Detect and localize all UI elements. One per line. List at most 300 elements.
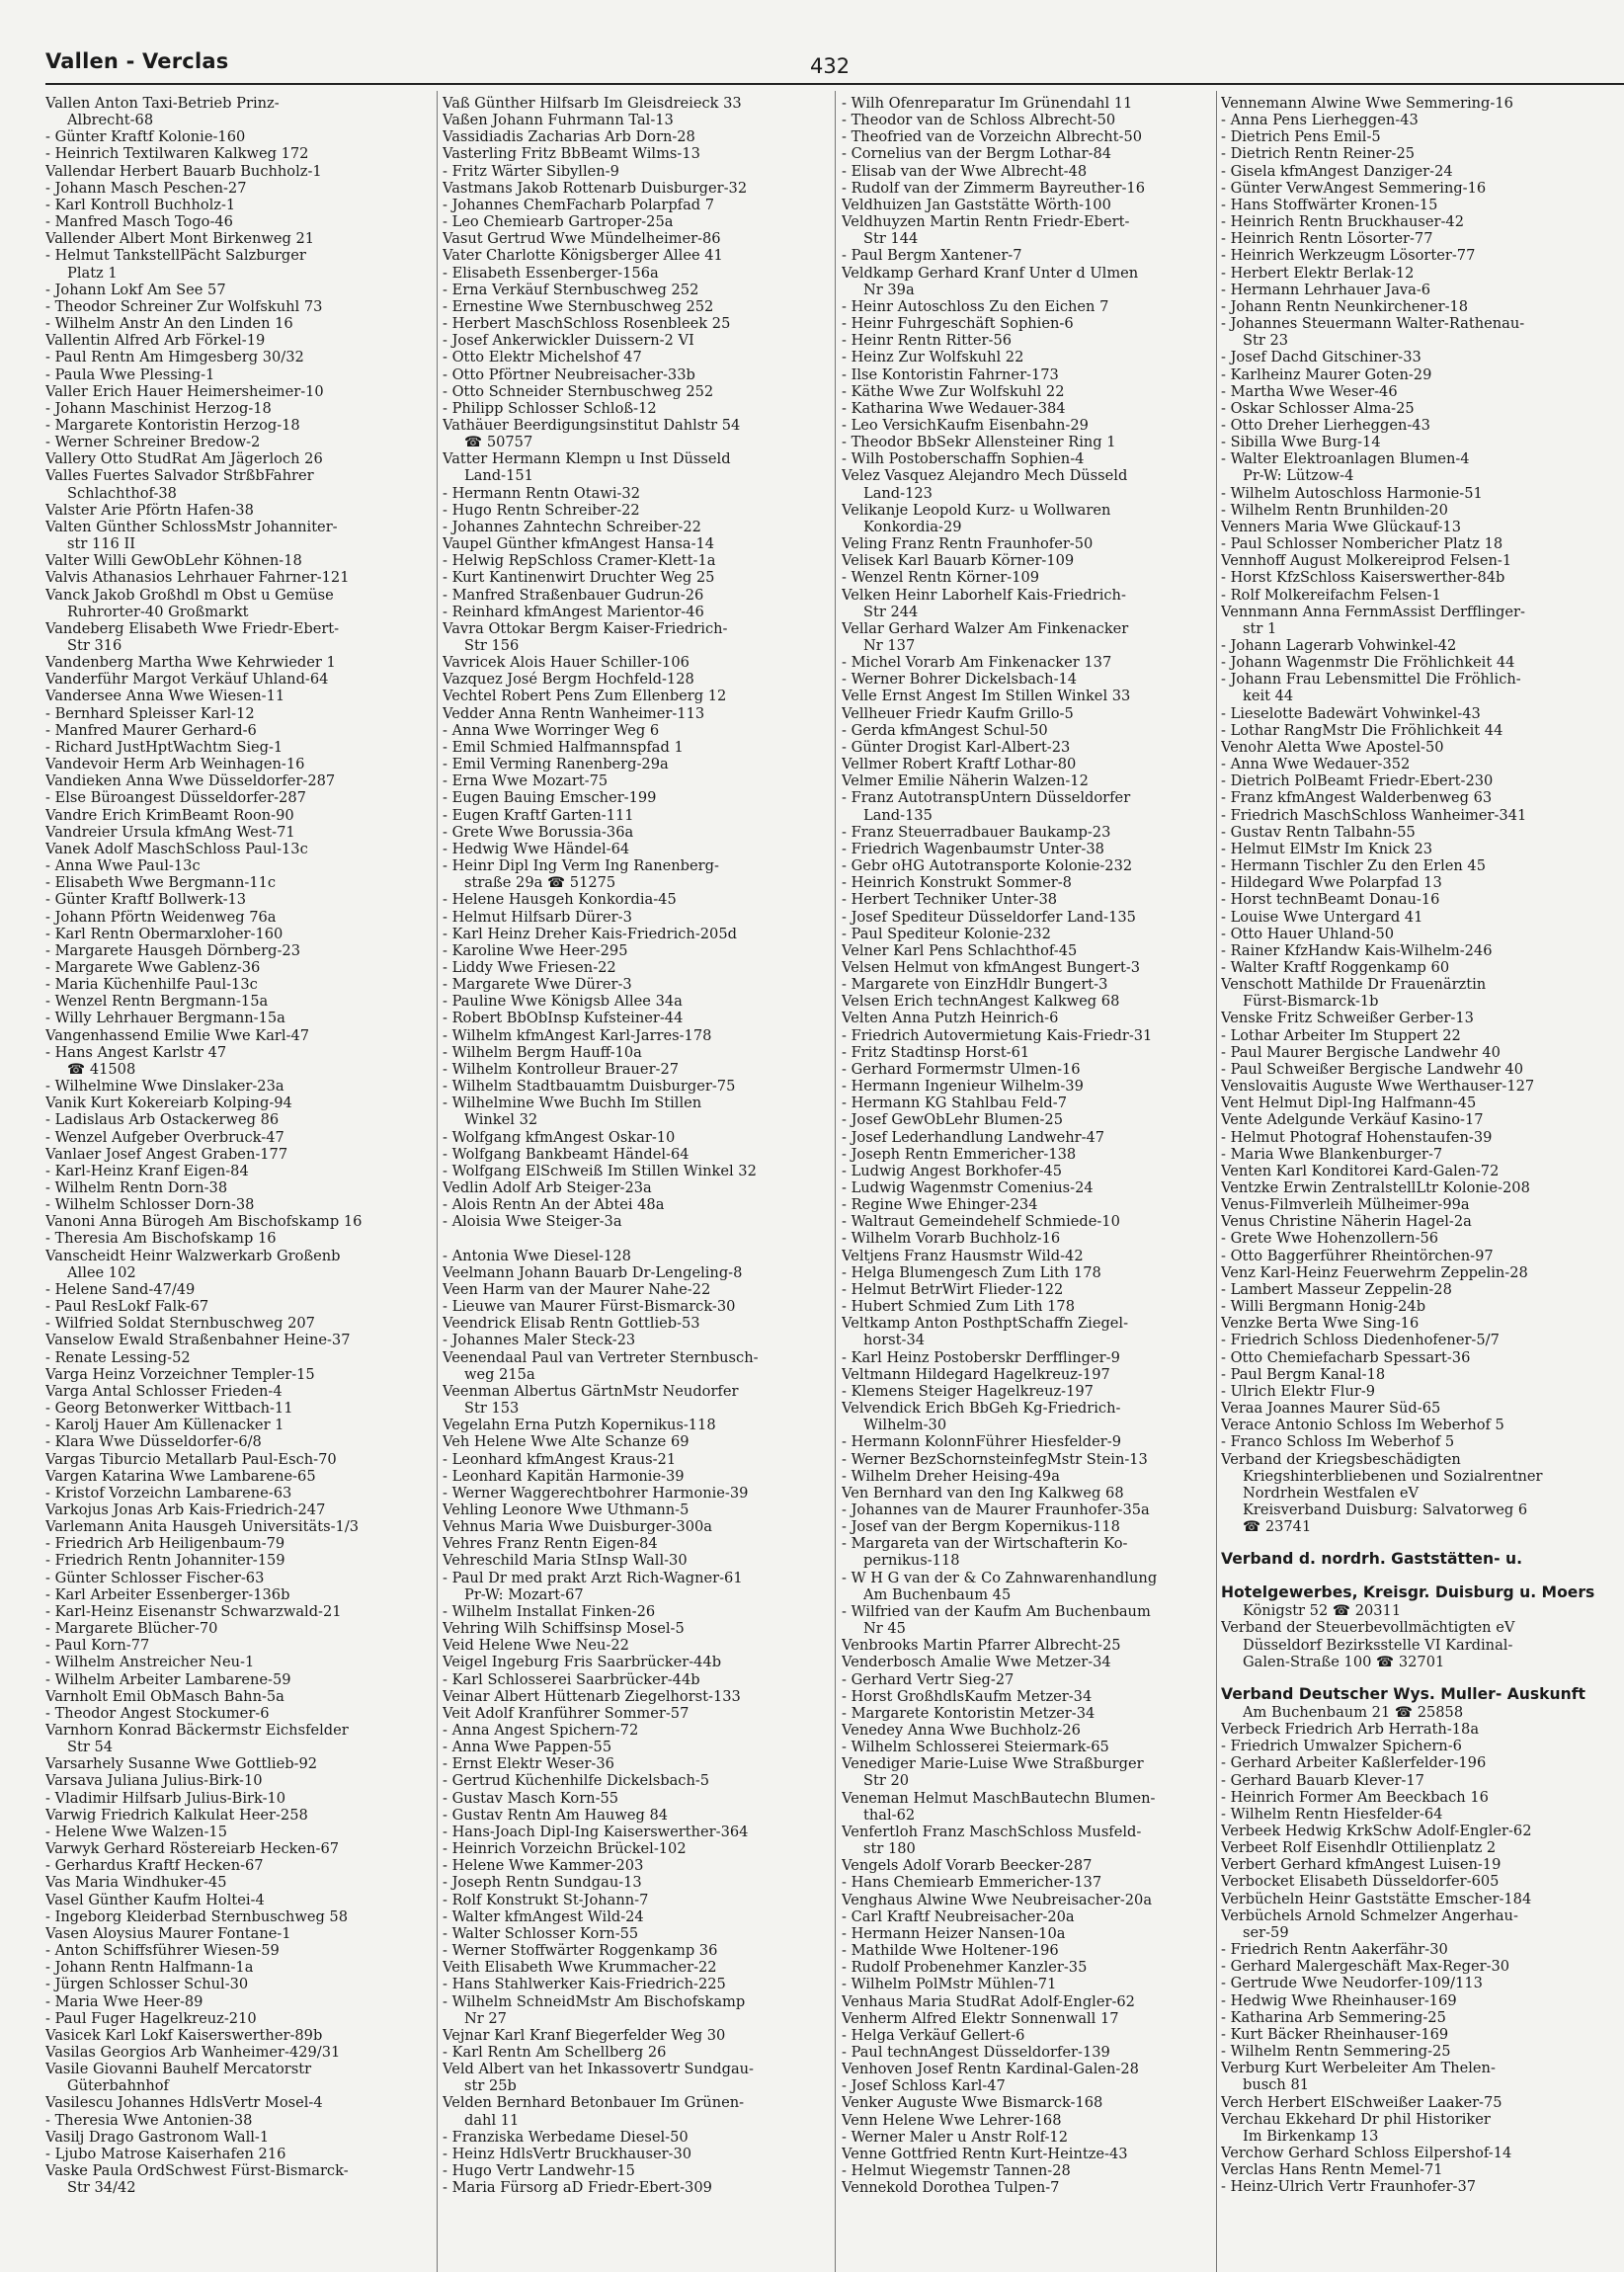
directory-entry: Vangenhassend Emilie Wwe Karl-47: [45, 1026, 310, 1044]
directory-entry: Vellheuer Friedr Kaufm Grillo-5: [842, 704, 1074, 722]
directory-entry: Str 244: [863, 603, 919, 620]
directory-entry: Vasilj Drago Gastronom Wall-1: [45, 2128, 270, 2146]
directory-entry: Vas Maria Windhuker-45: [45, 1874, 227, 1892]
column-divider: [437, 91, 438, 2272]
directory-entry: - Theodor BbSekr Allensteiner Ring 1: [842, 434, 1116, 451]
directory-entry: Vanderführ Margot Verkäuf Uhland-64: [45, 671, 329, 689]
directory-entry: - Hermann Heizer Nansen-10a: [842, 1924, 1066, 1942]
directory-entry: Vennemann Alwine Wwe Semmering-16: [1221, 95, 1513, 112]
directory-entry: Vennekold Dorothea Tulpen-7: [842, 2179, 1060, 2197]
directory-entry: - Eugen Bauing Emscher-199: [443, 789, 657, 807]
directory-entry: busch 81: [1243, 2076, 1310, 2094]
directory-entry: Vehling Leonore Wwe Uthmann-5: [443, 1501, 690, 1518]
directory-entry: Varnholt Emil ObMasch Bahn-5a: [45, 1687, 284, 1705]
directory-entry: - Friedrich Wagenbaumstr Unter-38: [842, 840, 1104, 857]
directory-entry: Winkel 32: [464, 1111, 538, 1129]
directory-entry: Vehnus Maria Wwe Duisburger-300a: [443, 1518, 712, 1536]
directory-entry: - Paul Schlosser Nombericher Platz 18: [1221, 535, 1503, 553]
directory-entry: - Margarete Kontoristin Herzog-18: [45, 416, 300, 434]
directory-entry: - W H G van der & Co Zahnwarenhandlung: [842, 1569, 1158, 1586]
directory-entry: - Heinr Dipl Ing Verm Ing Ranenberg-: [443, 857, 719, 875]
directory-entry: - Heinrich Vorzeichn Brückel-102: [443, 1840, 687, 1858]
directory-entry: - Hugo Rentn Schreiber-22: [443, 501, 640, 519]
directory-entry: Platz 1: [67, 264, 118, 282]
directory-entry: - Friedrich Rentn Aakerfähr-30: [1221, 1941, 1448, 1959]
directory-entry: - Franz kfmAngest Walderbenweg 63: [1221, 789, 1493, 807]
directory-entry: - Käthe Wwe Zur Wolfskuhl 22: [842, 382, 1065, 400]
directory-entry: Veh Helene Wwe Alte Schanze 69: [443, 1433, 690, 1451]
directory-entry: Varwyk Gerhard Röstereiarb Hecken-67: [45, 1840, 340, 1858]
directory-entry: - Heinrich Rentn Bruckhauser-42: [1221, 213, 1464, 231]
directory-entry: Vavra Ottokar Bergm Kaiser-Friedrich-: [443, 619, 728, 637]
directory-entry: Vehring Wilh Schiffsinsp Mosel-5: [443, 1620, 685, 1638]
directory-entry: - Heinz HdlsVertr Bruckhauser-30: [443, 2145, 692, 2162]
directory-entry: - Maria Wwe Blankenburger-7: [1221, 1145, 1443, 1163]
directory-entry: Konkordia-29: [863, 518, 962, 535]
directory-entry: - Gebr oHG Autotransporte Kolonie-232: [842, 857, 1133, 875]
directory-entry: Düsseldorf Bezirksstelle VI Kardinal-: [1243, 1636, 1513, 1654]
directory-entry: Vandreier Ursula kfmAng West-71: [45, 823, 295, 841]
directory-entry: str 180: [863, 1840, 916, 1858]
directory-entry: - Gerhard Malergeschäft Max-Reger-30: [1221, 1958, 1510, 1976]
directory-entry: - Herbert Elektr Berlak-12: [1221, 264, 1415, 282]
directory-entry: - Grete Wwe Borussia-36a: [443, 823, 634, 841]
directory-entry: Str 20: [863, 1772, 910, 1790]
directory-entry: Vellar Gerhard Walzer Am Finkenacker: [842, 619, 1129, 637]
directory-entry: - Johannes Zahntechn Schreiber-22: [443, 518, 701, 535]
directory-entry: Vegelahn Erna Putzh Kopernikus-118: [443, 1417, 716, 1434]
directory-entry: - Manfred Maurer Gerhard-6: [45, 721, 257, 739]
directory-entry: - Elisabeth Wwe Bergmann-11c: [45, 874, 277, 892]
directory-entry: Verace Antonio Schloss Im Weberhof 5: [1221, 1417, 1504, 1434]
directory-entry: Nr 137: [863, 637, 916, 654]
directory-entry: Venbrooks Martin Pfarrer Albrecht-25: [842, 1637, 1121, 1655]
directory-entry: - Wilhelmine Wwe Dinslaker-23a: [45, 1078, 284, 1095]
directory-entry: Vandersee Anna Wwe Wiesen-11: [45, 688, 285, 705]
directory-entry: Ruhrorter-40 Großmarkt: [67, 603, 249, 620]
directory-entry: Vaßen Johann Fuhrmann Tal-13: [443, 112, 674, 129]
directory-entry: Hotelgewerbes, Kreisgr. Duisburg u. Moers: [1221, 1583, 1595, 1602]
directory-entry: - Heinz-Ulrich Vertr Fraunhofer-37: [1221, 2178, 1477, 2196]
directory-entry: Vasilas Georgios Arb Wanheimer-429/31: [45, 2043, 341, 2061]
directory-entry: Valster Arie Pförtn Hafen-38: [45, 501, 254, 519]
directory-entry: - Johann Lagerarb Vohwinkel-42: [1221, 637, 1457, 654]
directory-entry: Vastmans Jakob Rottenarb Duisburger-32: [443, 179, 748, 197]
directory-entry: - Helene Sand-47/49: [45, 1280, 196, 1298]
directory-entry: Velsen Helmut von kfmAngest Bungert-3: [842, 958, 1141, 976]
directory-entry: Velden Bernhard Betonbauer Im Grünen-: [443, 2094, 745, 2112]
directory-entry: - Rolf Molkereifachm Felsen-1: [1221, 586, 1441, 604]
directory-entry: - Oskar Schlosser Alma-25: [1221, 399, 1415, 417]
directory-entry: - Margarete Hausgeh Dörnberg-23: [45, 941, 300, 959]
directory-entry: - Johann Maschinist Herzog-18: [45, 399, 272, 417]
directory-entry: - Else Büroangest Düsseldorfer-287: [45, 789, 306, 807]
directory-entry: - Wilhelm Vorarb Buchholz-16: [842, 1230, 1061, 1248]
directory-entry: Veraa Joannes Maurer Süd-65: [1221, 1400, 1441, 1418]
directory-entry: Vargen Katarina Wwe Lambarene-65: [45, 1467, 316, 1485]
directory-entry: Vasel Günther Kaufm Holtei-4: [45, 1891, 265, 1908]
directory-entry: Velikanje Leopold Kurz- u Wollwaren: [842, 501, 1111, 519]
directory-entry: Venderbosch Amalie Wwe Metzer-34: [842, 1654, 1111, 1671]
directory-entry: - Sibilla Wwe Burg-14: [1221, 434, 1381, 451]
directory-entry: - Hans Angest Karlstr 47: [45, 1043, 227, 1061]
directory-entry: - Friedrich Umwalzer Spichern-6: [1221, 1738, 1462, 1755]
directory-entry: Velle Ernst Angest Im Stillen Winkel 33: [842, 688, 1131, 705]
directory-entry: Verband der Steuerbevollmächtigten eV: [1221, 1619, 1515, 1637]
directory-entry: - Wilhelm Anstr An den Linden 16: [45, 315, 293, 333]
directory-entry: keit 44: [1243, 688, 1294, 705]
directory-entry: - Günter Kraftf Kolonie-160: [45, 128, 246, 146]
directory-entry: - Hermann Ingenieur Wilhelm-39: [842, 1078, 1084, 1095]
directory-entry: Varsava Juliana Julius-Birk-10: [45, 1772, 263, 1790]
directory-entry: - Heinr Rentn Ritter-56: [842, 332, 1013, 350]
directory-entry: - Wenzel Rentn Körner-109: [842, 569, 1040, 587]
directory-column-1: [45, 95, 431, 2264]
directory-entry: Vasile Giovanni Bauhelf Mercatorstr: [45, 2061, 312, 2078]
directory-entry: Verchau Ekkehard Dr phil Historiker: [1221, 2110, 1491, 2128]
directory-entry: - Michel Vorarb Am Finkenacker 137: [842, 654, 1112, 672]
directory-entry: - Werner Waggerechtbohrer Harmonie-39: [443, 1484, 749, 1501]
directory-entry: Vaß Günther Hilfsarb Im Gleisdreieck 33: [443, 95, 742, 112]
directory-entry: Venhaus Maria StudRat Adolf-Engler-62: [842, 1992, 1135, 2010]
directory-entry: Vanselow Ewald Straßenbahner Heine-37: [45, 1332, 351, 1349]
directory-entry: Velten Anna Putzh Heinrich-6: [842, 1010, 1059, 1027]
directory-entry: - Theofried van de Vorzeichn Albrecht-50: [842, 128, 1143, 146]
directory-entry: - Paul ResLokf Falk-67: [45, 1298, 209, 1316]
directory-entry: - Gertrude Wwe Neudorfer-109/113: [1221, 1975, 1483, 1992]
directory-entry: - Kristof Vorzeichn Lambarene-63: [45, 1484, 292, 1501]
directory-entry: Veen Harm van der Maurer Nahe-22: [443, 1280, 711, 1298]
directory-entry: Veldkamp Gerhard Kranf Unter d Ulmen: [842, 264, 1139, 282]
directory-entry: - Dietrich Pens Emil-5: [1221, 128, 1381, 146]
directory-entry: ☎ 50757: [464, 434, 533, 451]
directory-entry: - Maria Wwe Heer-89: [45, 1992, 203, 2010]
directory-entry: - Wilhelm Rentn Dorn-38: [45, 1179, 228, 1196]
directory-entry: Verburg Kurt Werbeleiter Am Thelen-: [1221, 2060, 1496, 2077]
directory-entry: - Johannes ChemFacharb Polarpfad 7: [443, 196, 715, 213]
directory-entry: - Margarete Kontoristin Metzer-34: [842, 1704, 1096, 1722]
directory-entry: Vedder Anna Rentn Wanheimer-113: [443, 704, 705, 722]
directory-entry: - Fritz Stadtinsp Horst-61: [842, 1043, 1030, 1061]
directory-entry: Venne Gottfried Rentn Kurt-Heintze-43: [842, 2145, 1128, 2162]
directory-entry: Verch Herbert ElSchweißer Laaker-75: [1221, 2093, 1502, 2111]
directory-entry: - Johann Frau Lebensmittel Die Fröhlich-: [1221, 671, 1521, 689]
directory-entry: - Margarete Wwe Gablenz-36: [45, 958, 261, 976]
directory-entry: - Johann Lokf Am See 57: [45, 281, 226, 298]
directory-entry: Str 23: [1243, 332, 1289, 350]
directory-entry: - Günter Schlosser Fischer-63: [45, 1569, 265, 1586]
directory-entry: Vanek Adolf MaschSchloss Paul-13c: [45, 840, 308, 857]
directory-entry: Valvis Athanasios Lehrhauer Fahrner-121: [45, 569, 350, 587]
directory-entry: Vallender Albert Mont Birkenweg 21: [45, 230, 315, 248]
directory-entry: - Theodor Angest Stockumer-6: [45, 1704, 270, 1722]
directory-entry: Venker Auguste Wwe Bismarck-168: [842, 2094, 1103, 2112]
directory-entry: - Friedrich Schloss Diedenhofener-5/7: [1221, 1332, 1500, 1349]
directory-entry: - Wilhelm Rentn Semmering-25: [1221, 2043, 1451, 2061]
directory-entry: - Rudolf van der Zimmerm Bayreuther-16: [842, 179, 1146, 197]
directory-entry: Vanik Kurt Kokereiarb Kolping-94: [45, 1095, 292, 1112]
directory-entry: Im Birkenkamp 13: [1243, 2127, 1379, 2145]
directory-entry: - Paul Fuger Hagelkreuz-210: [45, 2009, 257, 2027]
directory-entry: Varga Antal Schlosser Frieden-4: [45, 1382, 283, 1400]
directory-entry: - Günter Kraftf Bollwerk-13: [45, 891, 247, 909]
directory-entry: thal-62: [863, 1806, 916, 1824]
directory-entry: Veenman Albertus GärtnMstr Neudorfer: [443, 1382, 739, 1400]
directory-entry: - Gustav Rentn Talbahn-55: [1221, 823, 1416, 841]
directory-entry: Güterbahnhof: [67, 2077, 169, 2095]
directory-entry: - Werner Bohrer Dickelsbach-14: [842, 671, 1078, 689]
directory-entry: - Leo Chemiearb Gartroper-25a: [443, 213, 674, 231]
directory-entry: - Karl Rentn Am Schellberg 26: [443, 2043, 667, 2061]
directory-entry: - Wilhelm PolMstr Mühlen-71: [842, 1976, 1057, 1993]
directory-entry: Valler Erich Hauer Heimersheimer-10: [45, 382, 324, 400]
directory-entry: Vanck Jakob Großhdl m Obst u Gemüse: [45, 586, 334, 604]
directory-entry: - Anna Wwe Wedauer-352: [1221, 756, 1411, 773]
directory-entry: - Paul Rentn Am Himgesberg 30/32: [45, 349, 304, 366]
directory-entry: - Wilhelm SchneidMstr Am Bischofskamp: [443, 1992, 746, 2010]
directory-entry: - Otto Elektr Michelshof 47: [443, 349, 642, 366]
directory-entry: - Hedwig Wwe Rheinhauser-169: [1221, 1991, 1457, 2009]
directory-column-2: [443, 95, 828, 2264]
directory-entry: Veling Franz Rentn Fraunhofer-50: [842, 535, 1094, 553]
directory-entry: Vennhoff August Molkereiprod Felsen-1: [1221, 552, 1512, 570]
directory-entry: - Maria Küchenhilfe Paul-13c: [45, 976, 258, 994]
directory-entry: Valles Fuertes Salvador StrßbFahrer: [45, 467, 314, 485]
directory-column-3: [842, 95, 1215, 2264]
directory-entry: Vasterling Fritz BbBeamt Wilms-13: [443, 145, 700, 163]
directory-entry: - Elisab van der Wwe Albrecht-48: [842, 162, 1088, 180]
directory-entry: - Josef Dachd Gitschiner-33: [1221, 349, 1421, 366]
directory-entry: Vandeberg Elisabeth Wwe Friedr-Ebert-: [45, 619, 340, 637]
directory-entry: - Horst technBeamt Donau-16: [1221, 891, 1440, 909]
directory-entry: - Wilhelm Dreher Heising-49a: [842, 1467, 1060, 1485]
directory-entry: Velner Karl Pens Schlachthof-45: [842, 941, 1078, 959]
directory-entry: - Helmut ElMstr Im Knick 23: [1221, 840, 1433, 857]
directory-entry: - Wilhelm Kontrolleur Brauer-27: [443, 1060, 680, 1078]
directory-entry: - Ernst Elektr Weser-36: [443, 1755, 614, 1773]
directory-entry: - Paul Schweißer Bergische Landwehr 40: [1221, 1060, 1524, 1078]
directory-column-4: [1221, 95, 1620, 2264]
directory-entry: - Liddy Wwe Friesen-22: [443, 958, 616, 976]
directory-entry: - Helmut TankstellPächt Salzburger: [45, 247, 306, 265]
directory-entry: - Wilhelm Rentn Hiesfelder-64: [1221, 1805, 1443, 1823]
directory-entry: - Wilhelm Rentn Brunhilden-20: [1221, 501, 1448, 519]
directory-entry: Vargas Tiburcio Metallarb Paul-Esch-70: [45, 1450, 337, 1468]
directory-entry: - Hubert Schmied Zum Lith 178: [842, 1298, 1075, 1316]
directory-entry: - Werner Schreiner Bredow-2: [45, 434, 261, 451]
directory-entry: - Franz Steuerradbauer Baukamp-23: [842, 823, 1111, 841]
directory-entry: Vandevoir Herm Arb Weinhagen-16: [45, 756, 305, 773]
directory-entry: Varsarhely Susanne Wwe Gottlieb-92: [45, 1755, 318, 1773]
directory-entry: Pr-W: Mozart-67: [464, 1585, 584, 1603]
directory-entry: - Wilhelm Schlosser Dorn-38: [45, 1196, 255, 1214]
directory-entry: - Emil Verming Ranenberg-29a: [443, 756, 669, 773]
directory-entry: - Helene Hausgeh Konkordia-45: [443, 891, 677, 909]
directory-entry: Velvendick Erich BbGeh Kg-Friedrich-: [842, 1400, 1121, 1418]
directory-entry: Verbücheln Heinr Gaststätte Emscher-184: [1221, 1890, 1532, 1907]
directory-entry: str 116 II: [67, 535, 135, 553]
directory-entry: - Anna Pens Lierheggen-43: [1221, 112, 1419, 129]
directory-entry: Verbeck Friedrich Arb Herrath-18a: [1221, 1721, 1480, 1739]
directory-entry: - Helga Blumengesch Zum Lith 178: [842, 1263, 1101, 1281]
directory-entry: - Cornelius van der Bergm Lothar-84: [842, 145, 1112, 163]
directory-entry: Veit Adolf Kranführer Sommer-57: [443, 1704, 690, 1722]
directory-entry: Vehres Franz Rentn Eigen-84: [443, 1535, 658, 1553]
directory-entry: Velsen Erich technAngest Kalkweg 68: [842, 993, 1120, 1011]
directory-entry: - Hans Stoffwärter Kronen-15: [1221, 196, 1438, 213]
directory-entry: - Pauline Wwe Königsb Allee 34a: [443, 993, 683, 1011]
directory-entry: - Ludwig Angest Borkhofer-45: [842, 1162, 1063, 1179]
directory-entry: - Heinrich Werkzeugm Lösorter-77: [1221, 247, 1476, 265]
directory-entry: Vennmann Anna FernmAssist Derfflinger-: [1221, 603, 1525, 620]
directory-entry: - Wilhelm Installat Finken-26: [443, 1602, 656, 1620]
directory-entry: - Margarete Wwe Dürer-3: [443, 976, 632, 994]
directory-entry: - Ludwig Wagenmstr Comenius-24: [842, 1179, 1094, 1196]
directory-entry: - Wilhelm Autoschloss Harmonie-51: [1221, 484, 1483, 502]
directory-entry: straße 29a ☎ 51275: [464, 874, 616, 892]
directory-entry: - Josef van der Bergm Kopernikus-118: [842, 1518, 1120, 1536]
directory-entry: - Hermann KG Stahlbau Feld-7: [842, 1095, 1067, 1112]
directory-entry: - Walter Kraftf Roggenkamp 60: [1221, 958, 1450, 976]
directory-entry: - Joseph Rentn Sundgau-13: [443, 1874, 642, 1892]
directory-entry: - Franz AutotranspUntern Düsseldorfer: [842, 789, 1131, 807]
directory-entry: - Hans-Joach Dipl-Ing Kaiserswerther-364: [443, 1823, 749, 1840]
directory-entry: - Werner Stoffwärter Roggenkamp 36: [443, 1942, 718, 1960]
directory-entry: Vallery Otto StudRat Am Jägerloch 26: [45, 450, 323, 468]
directory-entry: Albrecht-68: [67, 112, 154, 129]
directory-entry: - Hedwig Wwe Händel-64: [443, 840, 630, 857]
directory-entry: - Lieselotte Badewärt Vohwinkel-43: [1221, 704, 1481, 722]
directory-entry: - Günter Drogist Karl-Albert-23: [842, 738, 1071, 756]
directory-entry: - Maria Fürsorg aD Friedr-Ebert-309: [443, 2179, 712, 2197]
directory-entry: Veldhuizen Jan Gaststätte Wörth-100: [842, 196, 1111, 213]
directory-entry: - Josef Lederhandlung Landwehr-47: [842, 1128, 1105, 1146]
directory-entry: - Theodor Schreiner Zur Wolfskuhl 73: [45, 297, 323, 315]
directory-entry: Vasen Aloysius Maurer Fontane-1: [45, 1924, 291, 1942]
directory-entry: - Heinrich Textilwaren Kalkweg 172: [45, 145, 309, 163]
directory-entry: - Alois Rentn An der Abtei 48a: [443, 1196, 665, 1214]
directory-entry: Str 316: [67, 637, 122, 654]
directory-entry: Land-135: [863, 806, 933, 824]
directory-entry: - Erna Verkäuf Sternbuschweg 252: [443, 281, 699, 298]
directory-entry: Verbeek Hedwig KrkSchw Adolf-Engler-62: [1221, 1823, 1532, 1839]
directory-entry: Vanlaer Josef Angest Graben-177: [45, 1145, 288, 1163]
directory-entry: - Werner BezSchornsteinfegMstr Stein-13: [842, 1450, 1148, 1468]
directory-entry: - Anna Wwe Worringer Weg 6: [443, 721, 660, 739]
directory-entry: - Karl-Heinz Kranf Eigen-84: [45, 1162, 249, 1179]
directory-entry: - Johannes Steuermann Walter-Rathenau-: [1221, 315, 1525, 333]
directory-entry: - Wilhelm Bergm Hauff-10a: [443, 1043, 642, 1061]
directory-entry: - Regine Wwe Ehinger-234: [842, 1196, 1038, 1214]
directory-entry: Am Buchenbaum 45: [863, 1585, 1012, 1603]
directory-entry: - Rainer KfzHandw Kais-Wilhelm-246: [1221, 941, 1493, 959]
directory-entry: - Ljubo Matrose Kaiserhafen 216: [45, 2145, 286, 2162]
directory-entry: - Leonhard Kapitän Harmonie-39: [443, 1467, 685, 1485]
directory-entry: Vassidiadis Zacharias Arb Dorn-28: [443, 128, 695, 146]
directory-entry: Ventzke Erwin ZentralstellLtr Kolonie-208: [1221, 1179, 1530, 1196]
directory-entry: - Fritz Wärter Sibyllen-9: [443, 162, 619, 180]
directory-entry: - Horst KfzSchloss Kaiserswerther-84b: [1221, 569, 1505, 587]
directory-entry: - Eugen Kraftf Garten-111: [443, 806, 634, 824]
directory-entry: Vent Helmut Dipl-Ing Halfmann-45: [1221, 1095, 1477, 1112]
directory-entry: - Johannes Maler Steck-23: [443, 1332, 636, 1349]
directory-entry: Vehreschild Maria StInsp Wall-30: [443, 1552, 688, 1570]
directory-entry: Am Buchenbaum 21 ☎ 25858: [1243, 1703, 1464, 1721]
directory-entry: - Günter VerwAngest Semmering-16: [1221, 179, 1487, 197]
directory-entry: - Paul technAngest Düsseldorfer-139: [842, 2043, 1110, 2061]
directory-entry: Vazquez José Bergm Hochfeld-128: [443, 671, 694, 689]
directory-entry: - Paula Wwe Plessing-1: [45, 365, 215, 383]
directory-entry: - Friedrich Autovermietung Kais-Friedr-31: [842, 1026, 1153, 1044]
directory-entry: - Johann Pförtn Weidenweg 76a: [45, 908, 277, 926]
directory-entry: - Karl Heinz Dreher Kais-Friedrich-205d: [443, 925, 737, 942]
directory-entry: - Helwig RepSchloss Cramer-Klett-1a: [443, 552, 716, 570]
directory-entry: Venus-Filmverleih Mülheimer-99a: [1221, 1196, 1470, 1214]
directory-entry: Verchow Gerhard Schloss Eilpershof-14: [1221, 2144, 1512, 2161]
directory-entry: - Heinrich Konstrukt Sommer-8: [842, 874, 1072, 892]
directory-entry: Venhoven Josef Rentn Kardinal-Galen-28: [842, 2061, 1139, 2078]
directory-entry: - Mathilde Wwe Holtener-196: [842, 1942, 1059, 1960]
directory-entry: Vandenberg Martha Wwe Kehrwieder 1: [45, 654, 336, 672]
directory-entry: - Gerhard Formermstr Ulmen-16: [842, 1060, 1081, 1078]
directory-entry: - Otto Pförtner Neubreisacher-33b: [443, 365, 695, 383]
directory-entry: - Paul Bergm Xantener-7: [842, 247, 1022, 265]
directory-entry: Verband Deutscher Wys. Muller- Auskunft: [1221, 1684, 1585, 1703]
directory-entry: - Hans Stahlwerker Kais-Friedrich-225: [443, 1976, 726, 1993]
directory-entry: - Gerhardus Kraftf Hecken-67: [45, 1857, 264, 1875]
directory-entry: - Bernhard Spleisser Karl-12: [45, 704, 255, 722]
directory-entry: - Karl Kontroll Buchholz-1: [45, 196, 236, 213]
directory-entry: - Jürgen Schlosser Schul-30: [45, 1976, 249, 1993]
directory-entry: - Paul Spediteur Kolonie-232: [842, 925, 1051, 942]
directory-entry: - Heinr Fuhrgeschäft Sophien-6: [842, 315, 1074, 333]
directory-entry: Vandieken Anna Wwe Düsseldorfer-287: [45, 772, 336, 790]
directory-entry: - Gerhard Vertr Sieg-27: [842, 1670, 1015, 1688]
directory-entry: Venslovaitis Auguste Wwe Werthauser-127: [1221, 1078, 1535, 1095]
directory-entry: - Karl Schlosserei Saarbrücker-44b: [443, 1670, 700, 1688]
directory-entry: - Herbert Techniker Unter-38: [842, 891, 1058, 909]
directory-entry: Vanscheidt Heinr Walzwerkarb Großenb: [45, 1247, 341, 1264]
directory-entry: weg 215a: [464, 1365, 535, 1383]
directory-entry: - Willi Bergmann Honig-24b: [1221, 1298, 1426, 1316]
directory-entry: - Heinrich Rentn Lösorter-77: [1221, 230, 1433, 248]
directory-entry: - Friedrich Rentn Johanniter-159: [45, 1552, 285, 1570]
directory-entry: Vedlin Adolf Arb Steiger-23a: [443, 1179, 652, 1196]
directory-entry: - Gerhard Arbeiter Kaßlerfelder-196: [1221, 1754, 1487, 1772]
directory-entry: - Theresia Wwe Antonien-38: [45, 2111, 253, 2129]
directory-entry: Venske Fritz Schweißer Gerber-13: [1221, 1010, 1474, 1027]
directory-entry: - Carl Kraftf Neubreisacher-20a: [842, 1907, 1075, 1925]
directory-entry: - Georg Betonwerker Wittbach-11: [45, 1400, 293, 1418]
directory-entry: - Heinrich Former Am Beeckbach 16: [1221, 1788, 1489, 1806]
directory-entry: - Helmut Wiegemstr Tannen-28: [842, 2162, 1071, 2180]
directory-entry: - Elisabeth Essenberger-156a: [443, 264, 659, 282]
directory-entry: Galen-Straße 100 ☎ 32701: [1243, 1653, 1445, 1670]
directory-entry: Valten Günther SchlossMstr Johanniter-: [45, 518, 338, 535]
directory-entry: Veigel Ingeburg Fris Saarbrücker-44b: [443, 1654, 722, 1671]
directory-entry: pernikus-118: [863, 1552, 960, 1570]
directory-entry: - Margareta van der Wirtschafterin Ko-: [842, 1535, 1128, 1553]
directory-entry: - Wilhelmine Wwe Buchh Im Stillen: [443, 1095, 702, 1112]
directory-entry: - Katharina Wwe Wedauer-384: [842, 399, 1066, 417]
directory-entry: Vasicek Karl Lokf Kaiserswerther-89b: [45, 2026, 323, 2044]
directory-entry: - Louise Wwe Untergard 41: [1221, 908, 1423, 926]
directory-entry: - Josef GewObLehr Blumen-25: [842, 1111, 1063, 1129]
directory-entry: - Wolfgang Bankbeamt Händel-64: [443, 1145, 690, 1163]
directory-entry: - Reinhard kfmAngest Marientor-46: [443, 603, 704, 620]
directory-entry: [443, 1230, 828, 1247]
directory-entry: Veld Albert van het Inkassovertr Sundgau-: [443, 2061, 754, 2078]
